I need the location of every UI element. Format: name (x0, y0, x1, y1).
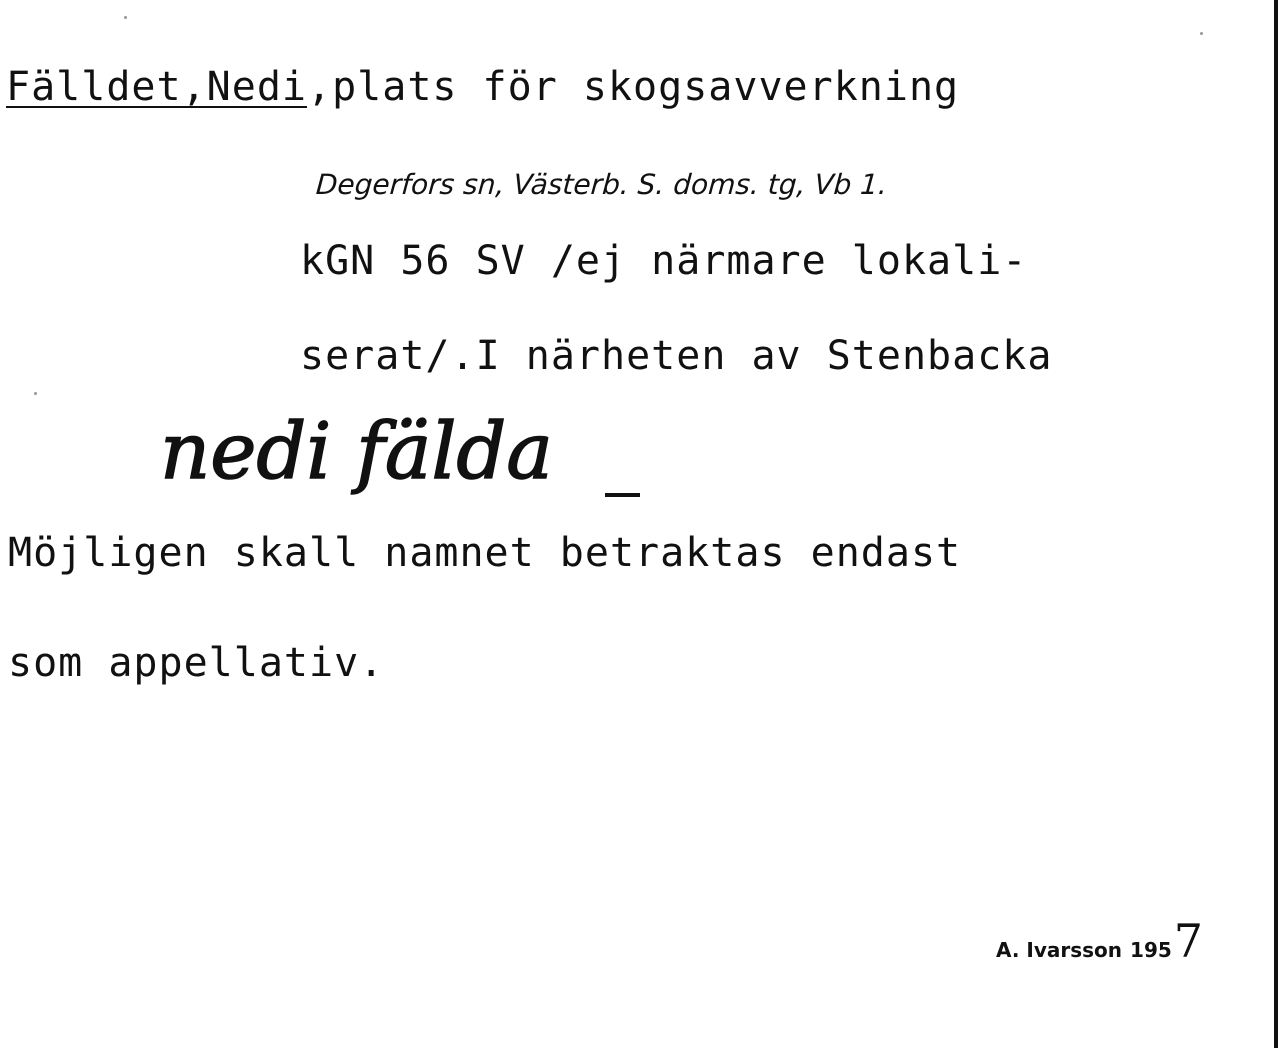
comment-line-2: som appellativ. (8, 640, 385, 686)
parish-stamp: Degerfors sn, Västerb. S. doms. tg, Vb 1. (314, 168, 889, 201)
signature-name: A. Ivarsson (996, 938, 1123, 962)
headword: Fälldet,Nedi (6, 64, 307, 110)
signature (996, 914, 1204, 968)
paper-speck (1200, 32, 1203, 35)
comment-line-1: Möjligen skall namnet betraktas endast (8, 530, 962, 576)
signature-year-handwritten: 7 (1173, 914, 1204, 968)
handwritten-form-text: nedi fälda (160, 407, 553, 497)
location-line-1: kGN 56 SV /ej närmare lokali- (300, 238, 1028, 284)
location-line-2: serat/.I närheten av Stenbacka (300, 333, 1053, 379)
paper-speck (34, 392, 37, 395)
signature-year-printed: 195 (1130, 938, 1172, 962)
card-edge-line (1274, 0, 1278, 1048)
paper-speck (124, 16, 127, 19)
headword-definition: ,plats för skogsavverkning (306, 64, 960, 110)
handwritten-pronunciation (150, 370, 840, 540)
headword-row (6, 64, 959, 110)
